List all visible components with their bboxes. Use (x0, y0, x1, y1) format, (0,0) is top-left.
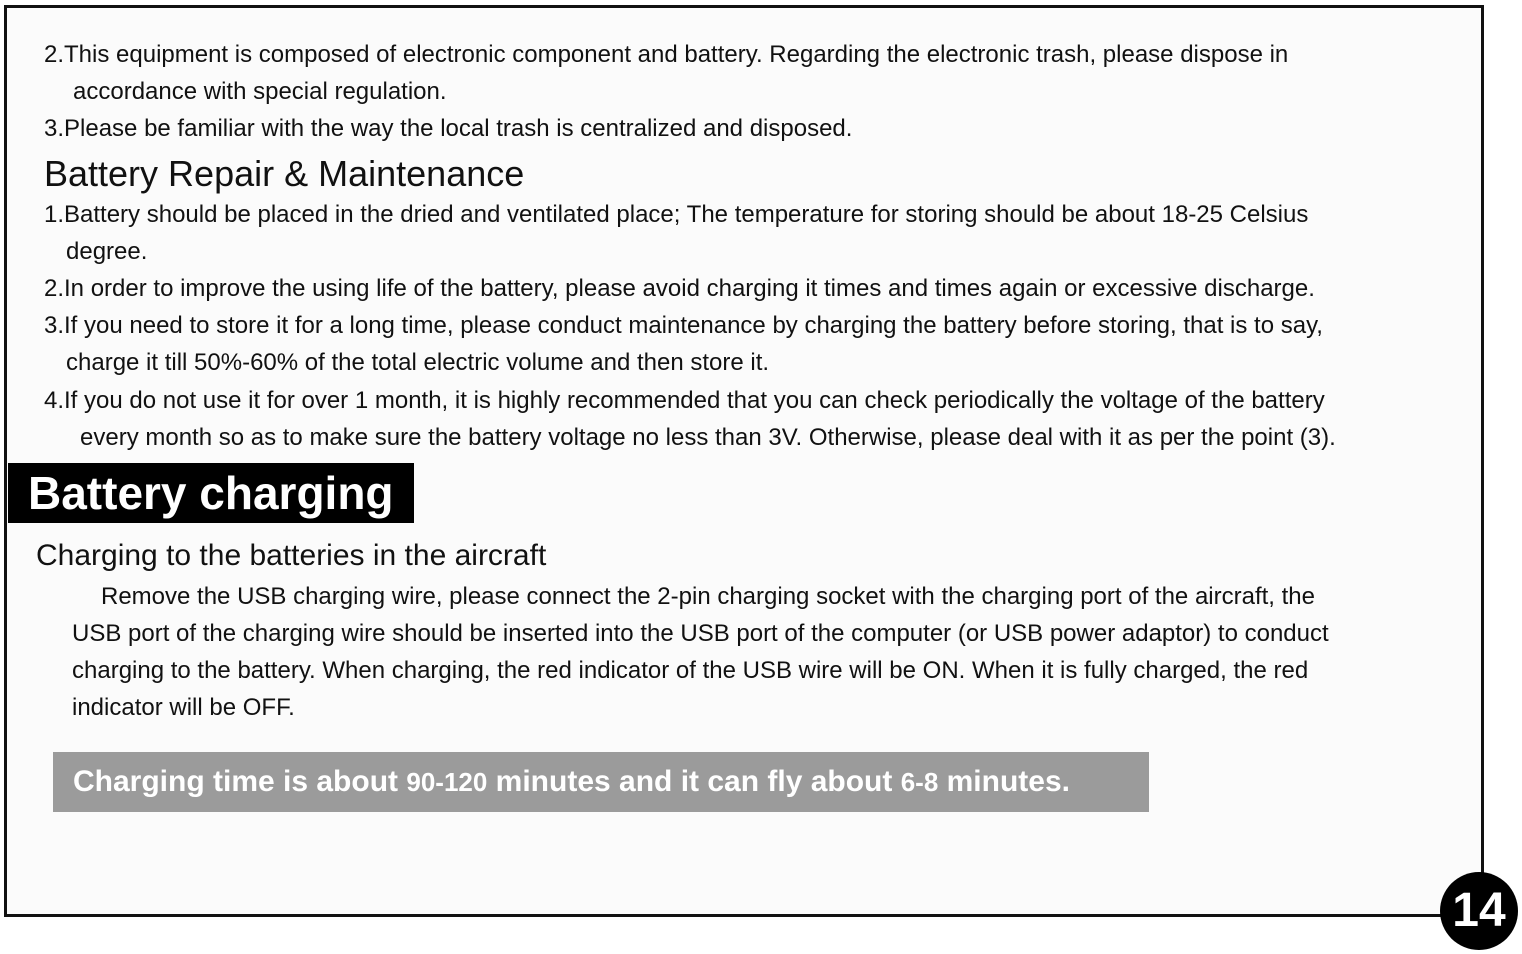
charging-paragraph-line-4: indicator will be OFF. (72, 694, 295, 721)
charging-subheading: Charging to the batteries in the aircraft (36, 539, 547, 572)
charging-paragraph-line-2: USB port of the charging wire should be inserted into the USB port of the computer (or USB power adaptor) to conduct (72, 620, 1329, 647)
maintenance-item-4-line-1: 4.If you do not use it for over 1 month, it is highly recommended that you can check periodically the voltage of the battery (44, 387, 1325, 414)
maintenance-item-1-line-1: 1.Battery should be placed in the dried and ventilated place; The temperature for storing should be about 18-25 Celsius (44, 201, 1309, 228)
maintenance-item-1-line-2: degree. (66, 238, 148, 265)
note-charge-minutes: 90-120 (406, 767, 488, 797)
charging-paragraph-line-1: Remove the USB charging wire, please connect the 2-pin charging socket with the charging port of the aircraft, the (101, 583, 1315, 610)
disposal-item-3: 3.Please be familiar with the way the local trash is centralized and disposed. (44, 115, 853, 142)
disposal-item-2-line-1: 2.This equipment is composed of electronic component and battery. Regarding the electronic trash, please dispose in (44, 41, 1289, 68)
maintenance-item-3-line-1: 3.If you need to store it for a long time, please conduct maintenance by charging the battery before storing, that is to say, (44, 312, 1323, 339)
note-text-2: minutes and it can fly about (487, 765, 901, 798)
maintenance-heading: Battery Repair & Maintenance (44, 153, 525, 194)
maintenance-item-2: 2.In order to improve the using life of the battery, please avoid charging it times and times again or excessive discharge. (44, 275, 1315, 302)
maintenance-item-3-line-2: charge it till 50%-60% of the total electric volume and then store it. (66, 349, 770, 376)
battery-charging-banner: Battery charging (8, 463, 414, 523)
charging-time-note (53, 752, 1149, 812)
note-fly-minutes: 6-8 (900, 767, 939, 797)
note-text-3: minutes. (938, 765, 1070, 798)
charging-paragraph-line-3: charging to the battery. When charging, the red indicator of the USB wire will be ON. When it is fully charged, the red (72, 657, 1309, 684)
disposal-item-2-line-2: accordance with special regulation. (73, 78, 447, 105)
maintenance-item-4-line-2: every month so as to make sure the battery voltage no less than 3V. Otherwise, please deal with it as per the point (3). (80, 424, 1336, 451)
note-text-1: Charging time is about (73, 765, 407, 798)
page-number: 14 (1440, 872, 1518, 950)
